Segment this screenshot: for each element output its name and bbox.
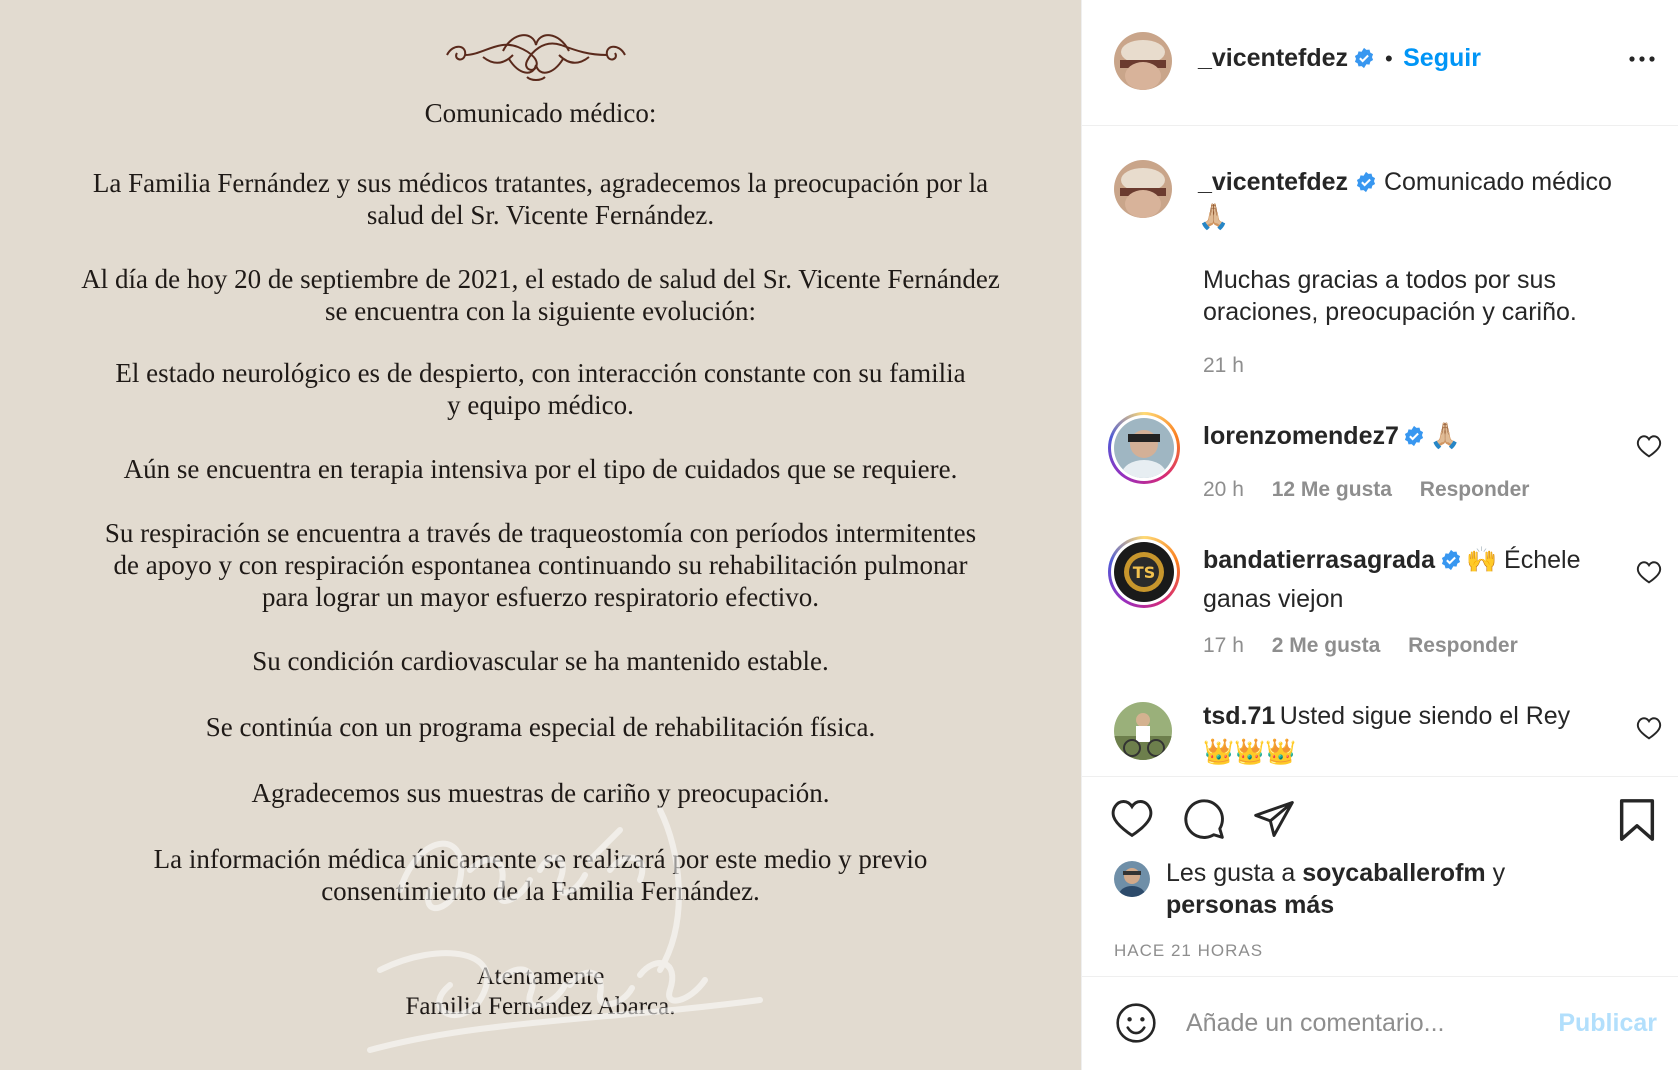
post-age[interactable]: HACE 21 HORAS xyxy=(1114,941,1264,960)
comment-likes[interactable]: 12 Me gusta xyxy=(1271,478,1392,501)
like-comment-heart-icon[interactable] xyxy=(1636,560,1662,589)
letter-line: Al día de hoy 20 de septiembre de 2021, el estado de salud del Sr. Vicente Fernández xyxy=(81,264,1000,294)
comment-text: 🙏🏼 xyxy=(1429,422,1461,450)
caption-avatar[interactable] xyxy=(1114,160,1172,218)
likes-suffix: y xyxy=(1492,859,1506,887)
comment-bubble-icon[interactable] xyxy=(1182,797,1226,846)
share-paper-plane-icon[interactable] xyxy=(1252,797,1296,846)
reply-button[interactable]: Responder xyxy=(1419,478,1530,501)
comment-username[interactable]: bandatierrasagrada xyxy=(1203,546,1436,574)
verified-badge-icon xyxy=(1355,169,1377,201)
letter-line: consentimiento de la Familia Fernández. xyxy=(321,876,760,906)
ornament-icon xyxy=(443,25,629,83)
comment-text: Usted sigue siendo el Rey xyxy=(1279,702,1571,730)
letter-line: y equipo médico. xyxy=(447,390,634,420)
post-details-panel xyxy=(1081,0,1678,1070)
header-username[interactable]: _vicentefdez xyxy=(1198,44,1349,72)
signature-watermark xyxy=(360,770,780,1070)
letter-line: de apoyo y con respiración espontanea continuando su rehabilitación pulmonar xyxy=(113,550,968,580)
post-actions xyxy=(1082,776,1678,976)
emoji-picker-icon[interactable] xyxy=(1114,1001,1158,1050)
letter-line: Se continúa con un programa especial de rehabilitación física. xyxy=(205,712,876,742)
comment-input[interactable] xyxy=(1186,1001,1526,1045)
follow-button[interactable]: Seguir xyxy=(1403,44,1481,72)
letter-line: Su condición cardiovascular se ha mantenido estable. xyxy=(252,646,829,676)
comment-avatar[interactable] xyxy=(1108,536,1180,608)
likes-summary xyxy=(1166,857,1646,921)
letter-line: El estado neurológico es de despierto, con interacción constante con su familia xyxy=(115,358,966,388)
comment-avatar[interactable] xyxy=(1114,702,1172,760)
liker-avatar[interactable] xyxy=(1114,861,1150,897)
caption-timestamp[interactable]: 21 h xyxy=(1203,354,1244,377)
letter-line: Agradecemos sus muestras de cariño y preocupación. xyxy=(251,778,830,808)
comment-text-cont: ganas viejon xyxy=(1203,585,1344,613)
like-comment-heart-icon[interactable] xyxy=(1636,716,1662,745)
letter-line: Aún se encuentra en terapia intensiva por el tipo de cuidados que se requiere. xyxy=(123,454,958,484)
verified-badge-icon xyxy=(1440,549,1462,583)
letter-line: se encuentra con la siguiente evolución: xyxy=(324,296,757,326)
avatar[interactable] xyxy=(1114,32,1172,90)
caption-body-line: oraciones, preocupación y cariño. xyxy=(1203,298,1577,326)
like-heart-icon[interactable] xyxy=(1110,797,1154,844)
header-separator: • xyxy=(1384,46,1393,71)
save-bookmark-icon[interactable] xyxy=(1617,797,1657,848)
letter-line: para lograr un mayor esfuerzo respiratorio efectivo. xyxy=(262,582,819,612)
verified-badge-icon xyxy=(1353,47,1375,83)
caption-username[interactable]: _vicentefdez xyxy=(1198,168,1349,196)
reply-button[interactable]: Responder xyxy=(1408,634,1518,657)
comment-text: 🙌 Échele xyxy=(1465,546,1581,574)
comment-text-cont: 👑👑👑 xyxy=(1203,738,1297,766)
comment-composer xyxy=(1082,976,1678,1070)
letter-line: salud del Sr. Vicente Fernández. xyxy=(366,200,715,230)
svg-text:TS: TS xyxy=(1132,563,1156,582)
caption-emoji: 🙏🏼 xyxy=(1198,203,1230,231)
caption xyxy=(1198,166,1658,233)
caption-text: Comunicado médico xyxy=(1383,168,1612,196)
verified-badge-icon xyxy=(1403,425,1425,459)
letter-line: La Familia Fernández y sus médicos tratantes, agradecemos la preocupación por la xyxy=(92,168,989,198)
letter-signoff: Familia Fernández Abarca. xyxy=(405,993,676,1020)
more-options-icon[interactable] xyxy=(1627,44,1657,79)
comment-username[interactable]: tsd.71 xyxy=(1203,702,1276,730)
comment-time[interactable]: 20 h xyxy=(1203,478,1244,501)
likes-prefix: Les gusta a xyxy=(1166,859,1296,887)
comment-meta xyxy=(1203,478,1529,502)
likes-others-link[interactable]: personas más xyxy=(1166,891,1335,919)
comment-likes[interactable]: 2 Me gusta xyxy=(1271,634,1381,657)
comment-time[interactable]: 17 h xyxy=(1203,634,1244,657)
letter-closing: Atentamente xyxy=(476,963,605,990)
comment-avatar[interactable] xyxy=(1108,412,1180,484)
letter-line: Su respiración se encuentra a través de traqueostomía con períodos intermitentes xyxy=(104,518,977,548)
letter-line: La información médica únicamente se realizará por este medio y previo xyxy=(153,844,928,874)
comment-row xyxy=(1203,700,1623,772)
caption-body-line: Muchas gracias a todos por sus xyxy=(1203,266,1556,294)
post-header xyxy=(1082,0,1678,126)
like-comment-heart-icon[interactable] xyxy=(1636,434,1662,463)
publish-button[interactable]: Publicar xyxy=(1558,1009,1657,1037)
comment-meta xyxy=(1203,634,1518,658)
letter-heading: Comunicado médico: xyxy=(424,98,657,128)
comment-row xyxy=(1203,420,1461,459)
liker-username[interactable]: soycaballerofm xyxy=(1302,859,1486,887)
comment-username[interactable]: lorenzomendez7 xyxy=(1203,422,1399,450)
comment-row xyxy=(1203,544,1623,619)
